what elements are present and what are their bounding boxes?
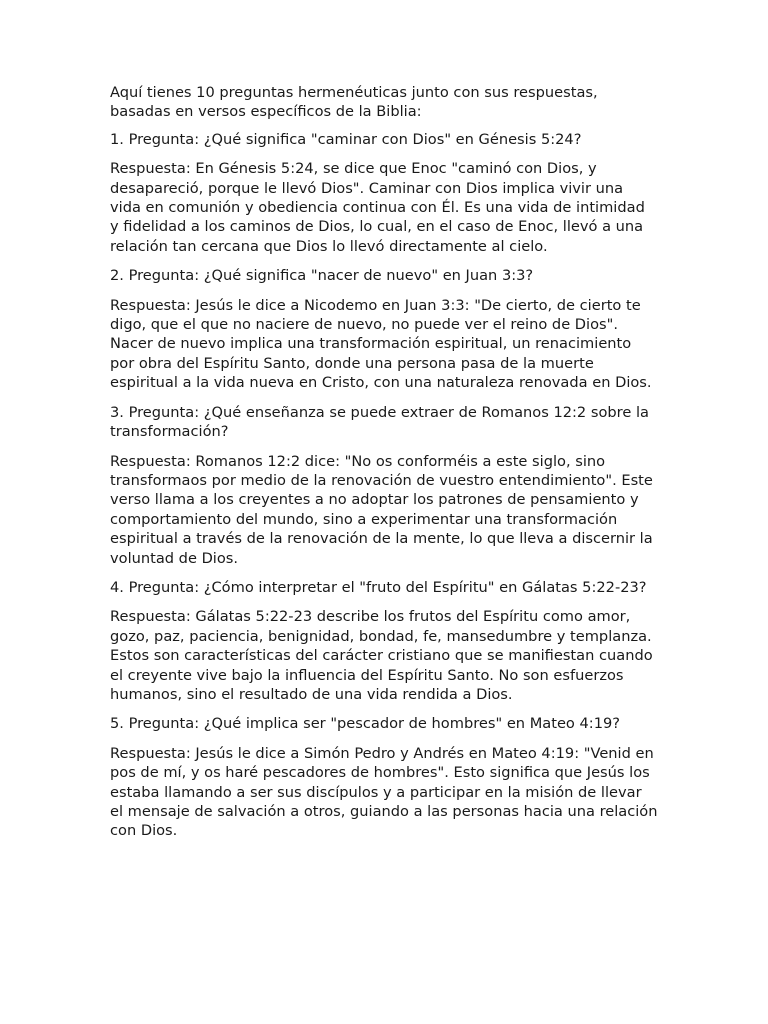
answer-1: Respuesta: En Génesis 5:24, se dice que Enoc "caminó con Dios, y desapareció, porque le llevó Dios". Caminar con Dios implica vivir una vida en comunión y obediencia continua con Él. Es una vida de intimidad y fidelidad a los caminos de Dios, lo cual, en el caso de Enoc, llevó a una relación tan cercana que Dios lo llevó directamente al cielo. [110,160,645,255]
answer-3: Respuesta: Romanos 12:2 dice: "No os conforméis a este siglo, sino transformaos por medio de la renovación de vuestro entendimiento". Este verso llama a los creyentes a no adoptar los patrones de pensamiento y comportamiento del mundo, sino a experimentar una transformación espiritual a través de la renovación de la mente, lo que lleva a discernir la voluntad de Dios. [110,452,653,567]
intro-paragraph: Aquí tienes 10 preguntas hermenéuticas junto con sus respuestas, basadas en versos específicos de la Biblia: [110,84,598,121]
question-2: 2. Pregunta: ¿Qué significa "nacer de nuevo" en Juan 3:3? [110,267,534,285]
answer-4: Respuesta: Gálatas 5:22-23 describe los frutos del Espíritu como amor, gozo, paz, paciencia, benignidad, bondad, fe, mansedumbre y templanza. Estos son características del carácter cristiano que se manifiestan cuando el creyente vive bajo la influencia del Espíritu Santo. No son esfuerzos humanos, sino el resultado de una vida rendida a Dios. [110,608,653,703]
document-page [110,83,658,851]
question-3: 3. Pregunta: ¿Qué enseñanza se puede extraer de Romanos 12:2 sobre la transformación? [110,403,649,441]
answer-5: Respuesta: Jesús le dice a Simón Pedro y Andrés en Mateo 4:19: "Venid en pos de mí, y os haré pescadores de hombres". Esto significa que Jesús los estaba llamando a ser sus discípulos y a participar en la misión de llevar el mensaje de salvación a otros, guiando a las personas hacia una relación con Dios. [110,744,658,840]
question-5: 5. Pregunta: ¿Qué implica ser "pescador de hombres" en Mateo 4:19? [110,715,621,733]
question-1: 1. Pregunta: ¿Qué significa "caminar con Dios" en Génesis 5:24? [110,130,582,148]
answer-2: Respuesta: Jesús le dice a Nicodemo en Juan 3:3: "De cierto, de cierto te digo, que el que no naciere de nuevo, no puede ver el reino de Dios". Nacer de nuevo implica una transformación espiritual, un renacimiento por obra del Espíritu Santo, donde una persona pasa de la muerte espiritual a la vida nueva en Cristo, con una naturaleza renovada en Dios. [110,296,652,392]
question-4: 4. Pregunta: ¿Cómo interpretar el "fruto del Espíritu" en Gálatas 5:22-23? [110,578,647,596]
